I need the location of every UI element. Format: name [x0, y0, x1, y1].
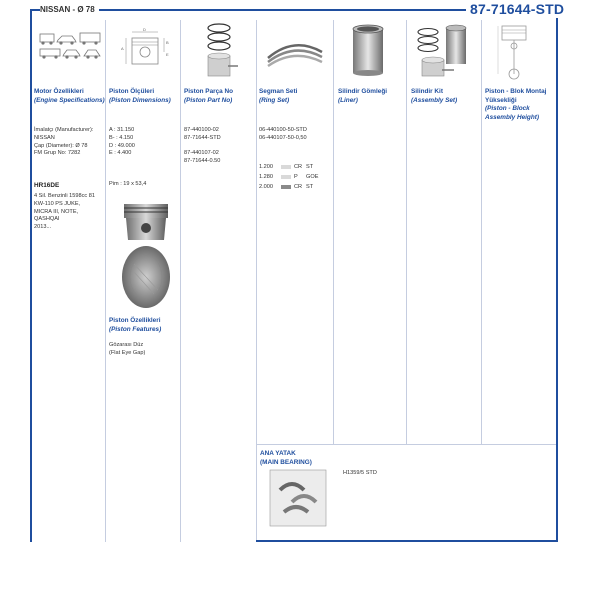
engine-spec-title: Motor Özellikleri (Engine Specifications): [34, 88, 105, 104]
ring-row: 1.200 CR ST: [259, 164, 314, 170]
right-frame-line: [556, 9, 558, 542]
ring-profile-icon: [281, 185, 291, 189]
ring-set-title: Segman Seti (Ring Set): [259, 88, 298, 104]
brand-label: NISSAN - Ø 78: [40, 3, 99, 16]
ring-profile-icon: [281, 165, 291, 169]
column-divider: [180, 20, 181, 542]
main-bearing-title: ANA YATAK (MAIN BEARING): [260, 450, 312, 466]
main-bearing-photo: [270, 470, 326, 526]
piston-top-photo: [120, 244, 172, 310]
piston-side-photo: [120, 200, 172, 244]
piston-part-no-title: Piston Parça No (Piston Part No): [184, 88, 234, 104]
column-divider: [481, 20, 482, 445]
piston-features-text: Gözarası Düz (Flat Eye Gap): [109, 342, 146, 356]
bearing-bottom-line: [256, 540, 556, 542]
column-divider: [406, 20, 407, 445]
piston-features-title: Piston Özellikleri (Piston Features): [109, 317, 162, 333]
block-height-title: Piston - Blok Montaj Yüksekliği (Piston - Block Assembly Height): [485, 88, 547, 121]
ring-row: 2.000 CR ST: [259, 184, 314, 190]
piston-pin-text: Pim : 19 x 53,4: [109, 181, 147, 187]
engine-application-text: 4 Sil. Benzinli 1598cc 81 KW-110 PS JUKE, MICRA III, NOTE, QASHQAI 2013...: [34, 193, 95, 231]
column-divider: [105, 20, 106, 542]
engine-code: HR16DE: [34, 182, 60, 189]
bearing-top-line: [256, 444, 556, 445]
svg-text:B: B: [166, 40, 169, 45]
left-frame-line: [30, 9, 32, 542]
part-number-title: 87-71644-STD: [466, 0, 568, 18]
main-bearing-code: H1359/5 STD: [343, 470, 377, 476]
svg-text:A: A: [121, 46, 124, 51]
block-height-diagram-icon: [494, 22, 534, 82]
piston-rings-icon: [198, 22, 240, 82]
piston-dimensions-text: A : 31.150 B- : 4.150 D : 49.000 E : 4.400: [109, 127, 135, 157]
assembly-kit-title: Silindir Kit (Assembly Set): [411, 88, 458, 104]
piston-dimensions-title: Piston Ölçüleri (Piston Dimensions): [109, 88, 171, 104]
cylinder-liner-icon: [350, 24, 386, 76]
piston-part-no-text: 87-440100-02 87-71644-STD 87-440107-02 87-71644-0.50: [184, 127, 221, 165]
svg-text:D: D: [143, 27, 146, 32]
column-divider: [256, 20, 257, 542]
ring-profile-icon: [281, 175, 291, 179]
ring-set-icon: [264, 40, 326, 70]
column-divider: [333, 20, 334, 445]
liner-title: Silindir Gömleği (Liner): [338, 88, 388, 104]
ring-set-text: 06-440100-50-STD 06-440107-50-0,50: [259, 127, 307, 141]
svg-text:E: E: [166, 52, 169, 57]
ring-row: 1.280 P GOE: [259, 174, 319, 180]
vehicles-icon: [38, 28, 104, 62]
piston-dimension-diagram-icon: [118, 28, 174, 68]
assembly-kit-icon: [414, 24, 474, 80]
engine-spec-text: İmalatçı (Manufacturer): NISSAN Çap (Diameter): Ø 78 FM Grup No: 7282: [34, 127, 94, 157]
